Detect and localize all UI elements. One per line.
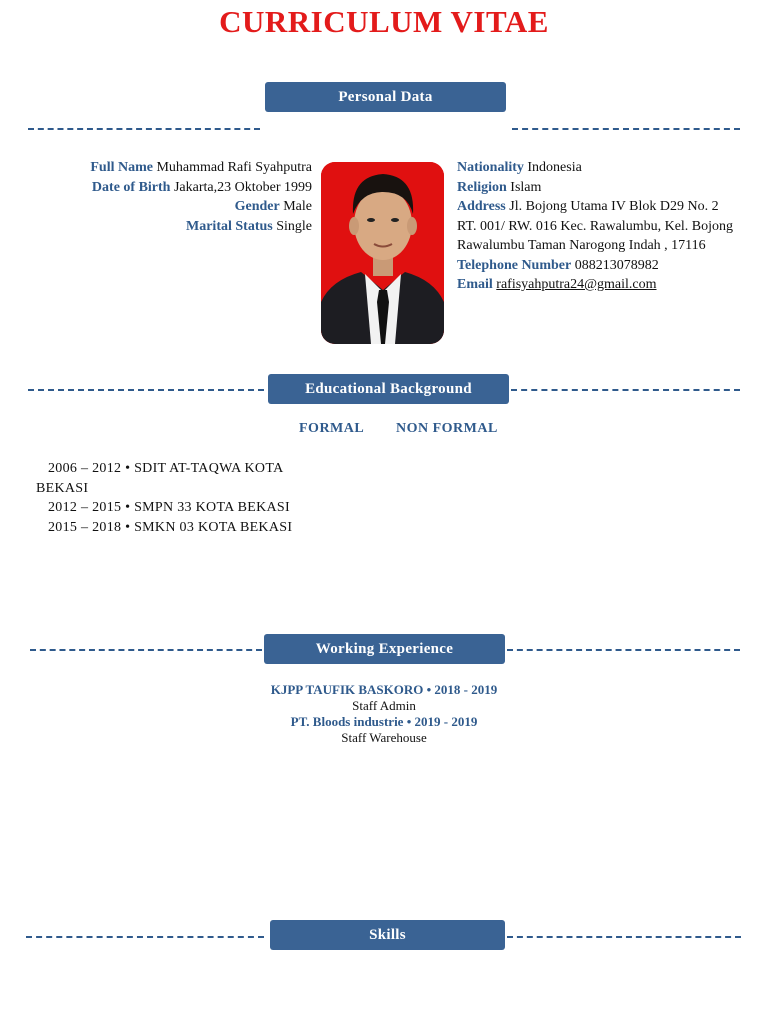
divider-right [512, 128, 740, 130]
divider-left [30, 649, 262, 651]
work-list [184, 682, 584, 745]
tab-formal[interactable]: FORMAL [299, 421, 365, 436]
phone-value: 088213078982 [574, 257, 659, 273]
divider-left [28, 389, 264, 391]
marital-label: Marital Status [186, 218, 273, 234]
person-portrait-icon [321, 162, 444, 344]
divider-right [507, 649, 740, 651]
gender-label: Gender [234, 199, 280, 214]
tab-non-formal[interactable]: NON FORMAL [396, 421, 498, 436]
divider-right [511, 389, 740, 391]
section-header-personal: Personal Data [265, 82, 506, 112]
full-name-value: Muhammad Rafi Syahputra [156, 160, 312, 175]
personal-left [30, 158, 312, 236]
job-role: Staff Admin [352, 698, 416, 713]
list-item: 2012 – 2015 • SMPN 33 KOTA BEKASI [48, 500, 290, 515]
email-label: Email [457, 277, 493, 292]
job-title: PT. Bloods industrie • 2019 - 2019 [290, 714, 478, 729]
personal-right [457, 158, 741, 295]
section-header-work: Working Experience [264, 634, 505, 664]
full-name-row [30, 158, 312, 178]
marital-row [30, 217, 312, 237]
address-value: Jl. Bojong Utama IV Blok D29 No. 2 RT. 001/ RW. 016 Kec. Rawalumbu, Kel. Bojong Rawalumbu Taman Narogong Indah , 17116 [457, 199, 734, 253]
phone-row [457, 256, 741, 276]
job-role: Staff Warehouse [341, 730, 427, 745]
job-title: KJPP TAUFIK BASKORO • 2018 - 2019 [270, 682, 498, 697]
dob-row [30, 178, 312, 198]
religion-row [457, 178, 741, 198]
dob-label: Date of Birth [91, 179, 171, 195]
section-header-education: Educational Background [268, 374, 509, 404]
religion-label: Religion [457, 179, 507, 195]
list-item: 2006 – 2012 • SDIT AT-TAQWA KOTA BEKASI [36, 461, 283, 496]
full-name-label: Full Name [90, 160, 153, 175]
divider-left [28, 128, 260, 130]
marital-value: Single [276, 218, 312, 234]
dob-value: Jakarta,23 Oktober 1999 [173, 179, 312, 195]
address-label: Address [457, 199, 506, 214]
list-item: 2015 – 2018 • SMKN 03 KOTA BEKASI [48, 519, 293, 535]
profile-photo [321, 162, 444, 344]
divider-right [507, 936, 741, 938]
gender-row [30, 197, 312, 217]
page-title: CURRICULUM VITAE [219, 4, 549, 39]
phone-label: Telephone Number [457, 257, 572, 273]
nationality-label: Nationality [457, 160, 524, 175]
address-row [457, 197, 741, 256]
nationality-row [457, 158, 741, 178]
divider-left [26, 936, 264, 938]
nationality-value: Indonesia [527, 160, 582, 175]
education-list [36, 459, 326, 537]
email-row [457, 275, 741, 295]
gender-value: Male [283, 199, 312, 214]
religion-value: Islam [510, 179, 542, 195]
section-header-skills: Skills [270, 920, 505, 950]
email-link[interactable]: rafisyahputra24@gmail.com [496, 277, 657, 292]
